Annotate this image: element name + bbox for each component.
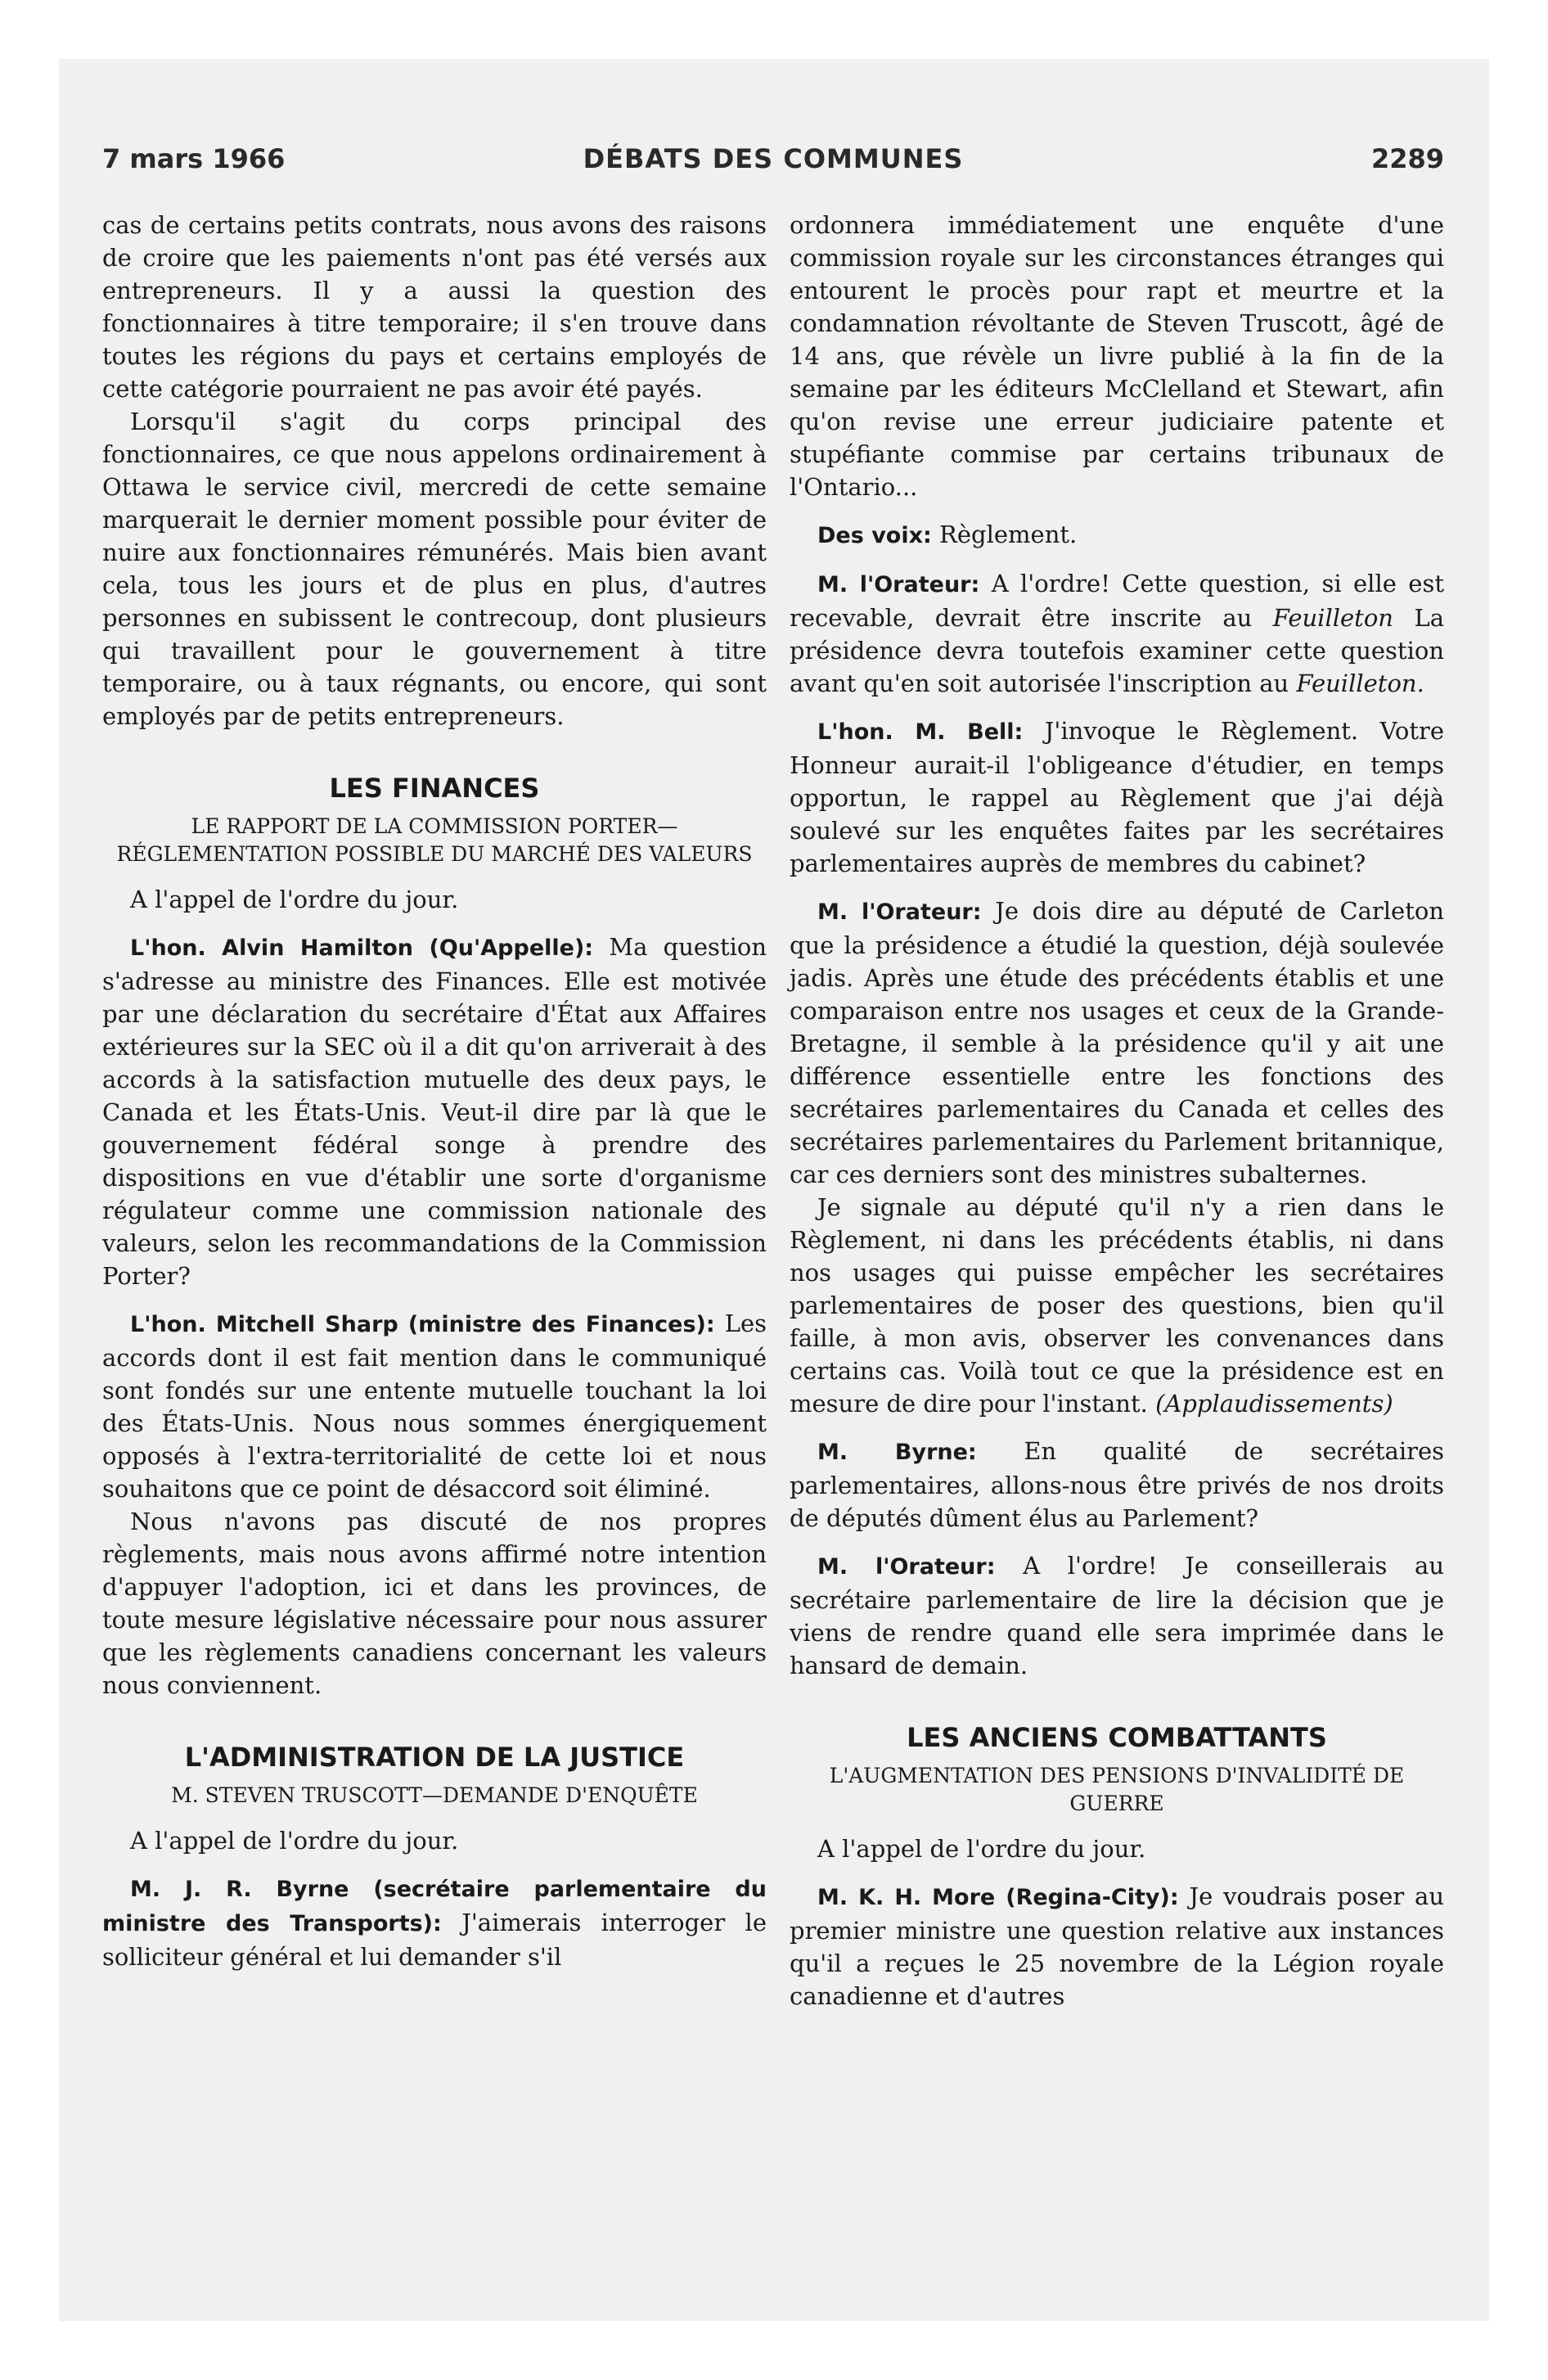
speech (790, 1549, 1444, 1682)
speaker-name: L'hon. Alvin Hamilton (Qu'Appelle): (130, 935, 594, 961)
section-title: L'ADMINISTRATION DE LA JUSTICE (184, 1742, 685, 1773)
speaker-name: M. l'Orateur: (817, 572, 980, 597)
speech-text: Ma question s'adresse au ministre des Finances. Elle est motivée par une déclaration du secrétaire d'État aux Affaires extérieures sur la SEC où il a dit qu'on arriverait à des accords à la satisfaction mutuelle des deux pays, le Canada et les États-Unis. Veut-il dire par là que le gouvernement fédéral songe à prendre des dispositions en vue d'établir une sorte d'organisme régulateur comme une commission nationale des valeurs, selon les recommandations de la Commission Porter? (102, 933, 767, 1290)
header-date: 7 mars 1966 (102, 143, 286, 174)
speech-text: J'aimerais interroger le solliciteur général et lui demander s'il (102, 1909, 767, 1971)
left-column (102, 209, 767, 1973)
speaker-name: M. Byrne: (817, 1440, 977, 1465)
paragraph: A l'appel de l'ordre du jour. (130, 1827, 459, 1855)
paragraph: A l'appel de l'ordre du jour. (130, 886, 459, 913)
paragraph: A l'appel de l'ordre du jour. (817, 1835, 1146, 1863)
speech (790, 567, 1444, 700)
speech (790, 518, 1444, 552)
paragraph (790, 1191, 1444, 1420)
speech-text: Les accords dont il est fait mention dans le communiqué sont fondés sur une entente mutuelle touchant la loi des États-Unis. Nous nous sommes énergiquement opposés à l'extra-territorialité de cette loi et nous souhaitons que ce point de désaccord soit éliminé. (102, 1309, 767, 1503)
speech (790, 895, 1444, 1191)
paragraph: Lorsqu'il s'agit du corps principal des fonctionnaires, ce que nous appelons ordinairement à Ottawa le service civil, mercredi de cette semaine marquerait le dernier moment possible pour éviter de nuire aux fonctionnaires rémunérés. Mais bien avant cela, tous les jours et de plus en plus, d'autres personnes en subissent le contrecoup, dont plusieurs qui travaillent pour le gouvernement à titre temporaire, ou à taux régnants, ou encore, qui sont employés par de petits entrepreneurs. (102, 408, 767, 730)
right-column (790, 209, 1444, 2013)
italic-text: Feuilleton. (1296, 669, 1424, 697)
speech (790, 1435, 1444, 1535)
speech (102, 1307, 767, 1505)
speech-text: Je voudrais poser au premier ministre une question relative aux instances qu'il a reçues le 25 novembre de la Légion royale canadienne et d'autres (790, 1882, 1445, 2010)
speech-text: J'invoque le Règlement. Votre Honneur aurait-il l'obligeance d'étudier, en temps opportun, le rappel au Règlement que j'ai déjà soulevé sur les enquêtes faites par les secrétaires parlementaires auprès de membres du cabinet? (790, 717, 1445, 877)
speaker-name: L'hon. Mitchell Sharp (ministre des Finances): (130, 1312, 715, 1337)
paragraph: ordonnera immédiatement une enquête d'une commission royale sur les circonstances étranges qui entourent le procès pour rapt et meurtre et la condamnation révoltante de Steven Truscott, âgé de 14 ans, que révèle un livre publié à la fin de la semaine par les éditeurs McClelland et Stewart, afin qu'on revise une erreur judiciaire patente et stupéfiante commise par certains tribunaux de l'Ontario... (790, 211, 1444, 501)
page-header (102, 143, 1444, 181)
speech-text: En qualité de secrétaires parlementaires, allons-nous être privés de nos droits de députés dûment élus au Parlement? (790, 1437, 1445, 1532)
page-number: 2289 (1370, 143, 1444, 174)
section-subtitle: L'AUGMENTATION DES PENSIONS D'INVALIDITÉ DE GUERRE (829, 1764, 1405, 1815)
speech-text: A l'ordre! Cette question, si elle est recevable, devrait être inscrite au (790, 570, 1444, 632)
section-title: LES ANCIENS COMBATTANTS (907, 1722, 1327, 1753)
speech (790, 714, 1444, 880)
paragraph: Nous n'avons pas discuté de nos propres règlements, mais nous avons affirmé notre intention d'appuyer l'adoption, ici et dans les provinces, de toute mesure législative nécessaire pour nous assurer que les règlements canadiens concernant les valeurs nous conviennent. (102, 1508, 767, 1699)
speech-text: Je signale au député qu'il n'y a rien dans le Règlement, ni dans les précédents établis, ni dans nos usages qui puisse empêcher les secrétaires parlementaires de poser des questions, bien qu'il faille, à mon avis, observer les convenances dans certains cas. Voilà tout ce que la présidence est en mesure de dire pour l'instant. (790, 1193, 1444, 1418)
speaker-name: M. l'Orateur: (817, 1554, 996, 1580)
header-title: DÉBATS DES COMMUNES (583, 143, 964, 174)
speaker-name: M. J. R. Byrne (secrétaire parlementaire du ministre des Transports): (102, 1877, 767, 1936)
italic-text: Feuilleton (1272, 604, 1393, 632)
speaker-name: M. K. H. More (Regina-City): (817, 1885, 1179, 1910)
speech (102, 1872, 767, 1973)
section-subtitle: LE RAPPORT DE LA COMMISSION PORTER—RÉGLEMENTATION POSSIBLE DU MARCHÉ DES VALEURS (116, 814, 753, 866)
speech (102, 931, 767, 1292)
section-subtitle: M. STEVEN TRUSCOTT—DEMANDE D'ENQUÊTE (171, 1783, 698, 1807)
speech-text: La présidence devra toutefois examiner cette question avant qu'en soit autorisée l'inscription au (790, 604, 1445, 697)
speech-text: Règlement. (939, 521, 1078, 548)
speech (790, 1880, 1444, 2013)
speech-text: Je dois dire au député de Carleton que la présidence a étudié la question, déjà soulevée jadis. Après une étude des précédents établis et une comparaison entre nos usages et ceux de la Grande-Bretagne, il semble à la présidence qu'il y ait une différence essentielle entre les fonctions des secrétaires parlementaires du Canada et celles des secrétaires parlementaires du Parlement britannique, car ces derniers sont des ministres subalternes. (790, 897, 1444, 1188)
section-title: LES FINANCES (329, 773, 540, 804)
speaker-name: Des voix: (817, 523, 932, 548)
speech-text: A l'ordre! Je conseillerais au secrétaire parlementaire de lire la décision que je viens de rendre quand elle sera imprimée dans le hansard de demain. (790, 1552, 1445, 1679)
italic-text: (Applaudissements) (1155, 1390, 1393, 1418)
speaker-name: M. l'Orateur: (817, 899, 982, 925)
speaker-name: L'hon. M. Bell: (817, 719, 1024, 745)
paragraph: cas de certains petits contrats, nous avons des raisons de croire que les paiements n'ont pas été versés aux entrepreneurs. Il y a aussi la question des fonctionnaires à titre temporaire; il s'en trouve dans toutes les régions du pays et certains employés de cette catégorie pourraient ne pas avoir été payés. (102, 211, 767, 403)
